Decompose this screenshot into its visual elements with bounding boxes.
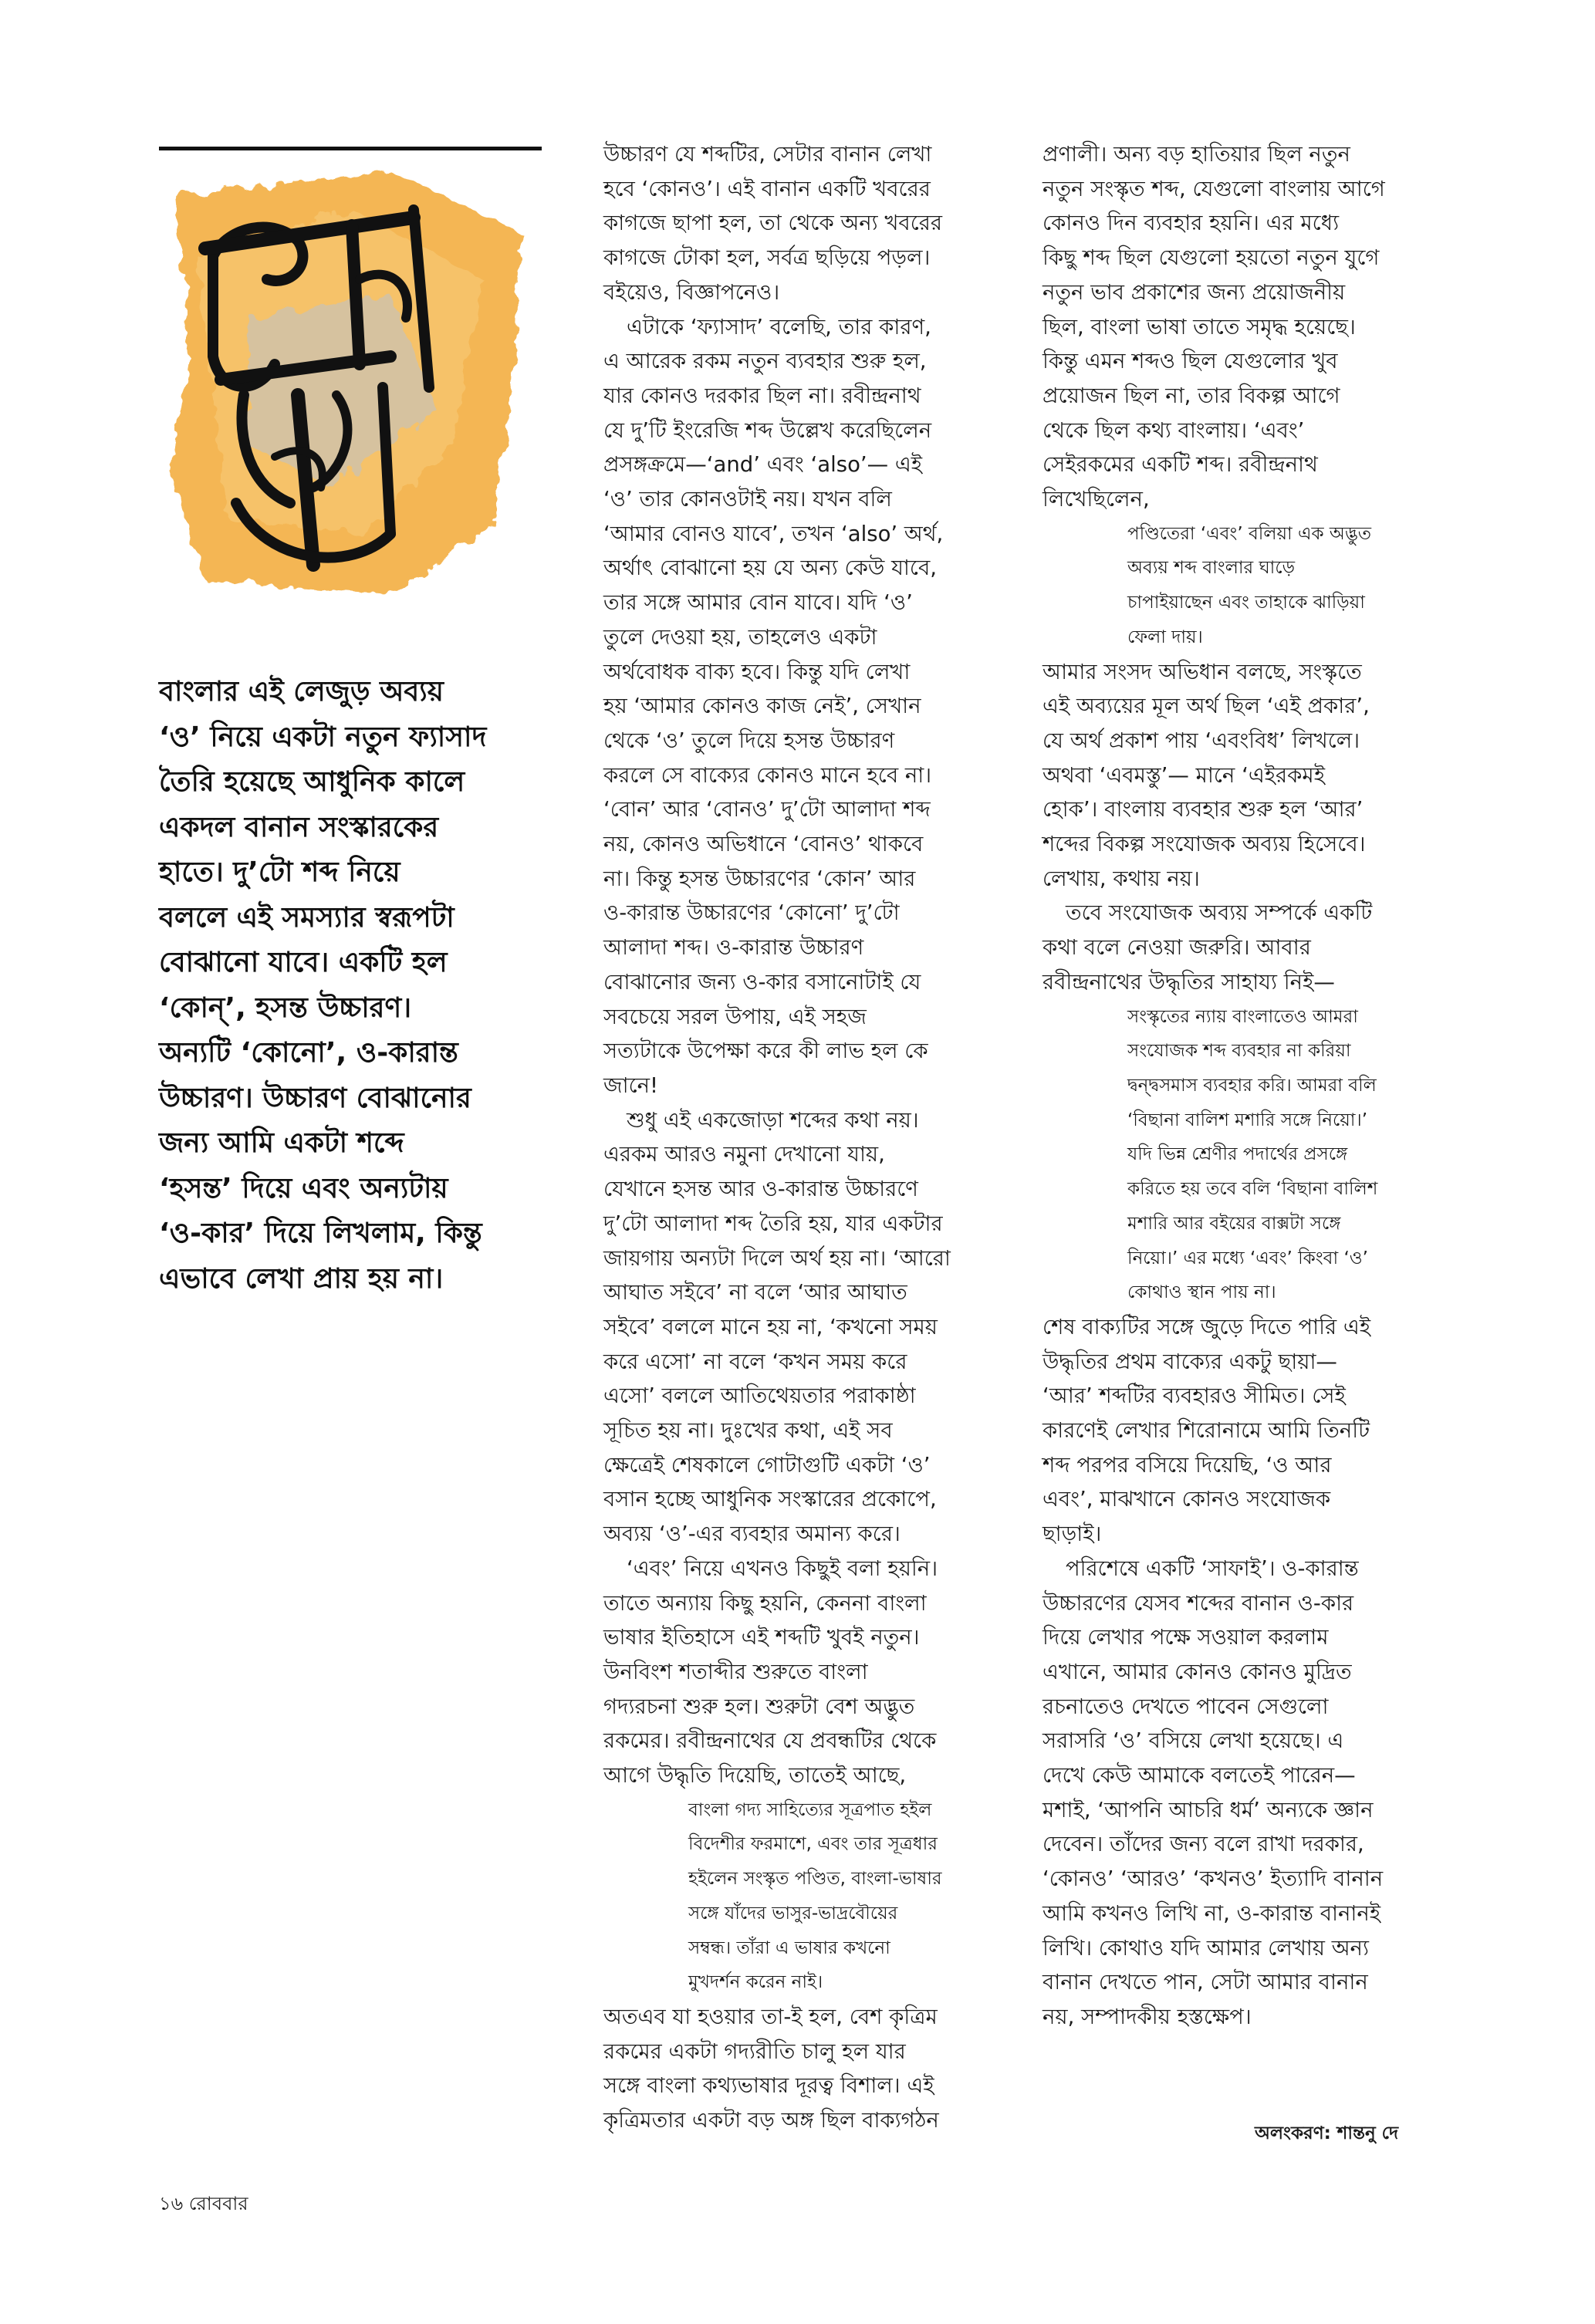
quote-line: সংযোজক শব্দ ব্যবহার না করিয়া	[1127, 1041, 1351, 1062]
body-line: হয় ‘আমার কোনও কাজ নেই’, সেখান	[603, 694, 921, 719]
body-line: নতুন ভাব প্রকাশের জন্য প্রয়োজনীয়	[1042, 279, 1346, 305]
body-line: দু’টো আলাদা শব্দ তৈরি হয়, যার একটার	[603, 1211, 943, 1236]
quote-line: অব্যয় শব্দ বাংলার ঘাড়ে	[1127, 558, 1295, 579]
body-line: বইয়েও, বিজ্ঞাপনেও।	[603, 279, 780, 305]
quote-line: বিদেশীর ফরমাশে, এবং তার সূত্রধার	[688, 1834, 938, 1855]
body-line: অব্যয় ‘ও’-এর ব্যবহার অমান্য করে।	[603, 1522, 901, 1547]
quote-line: যদি ভিন্ন শ্রেণীর পদার্থের প্রসঙ্গে	[1127, 1144, 1348, 1165]
quote-line: পণ্ডিতেরা ‘এবং’ বলিয়া এক অদ্ভুত	[1127, 523, 1372, 544]
body-line: কারণেই লেখার শিরোনামে আমি তিনটি	[1042, 1418, 1370, 1444]
body-line: ‘কোনও’ ‘আরও’ ‘কখনও’ ইত্যাদি বানান	[1042, 1866, 1384, 1892]
body-line: তাতে অন্যায় কিছু হয়নি, কেননা বাংলা	[603, 1590, 927, 1616]
body-line: বোঝানোর জন্য ও-কার বসানোটাই যে	[603, 969, 921, 995]
body-line: যার কোনও দরকার ছিল না। রবীন্দ্রনাথ	[603, 383, 921, 408]
body-line: নয়, সম্পাদকীয় হস্তক্ষেপ।	[1042, 2004, 1252, 2029]
body-line: ভাষার ইতিহাসে এই শব্দটি খুবই নতুন।	[603, 1625, 920, 1650]
quote-line: মশারি আর বইয়ের বাক্সটা সঙ্গে	[1127, 1213, 1341, 1234]
body-line: ‘বোন’ আর ‘বোনও’ দু’টো আলাদা শব্দ	[603, 797, 931, 823]
body-column-2	[603, 137, 997, 2138]
body-line: অর্থবোধক বাক্য হবে। কিন্তু যদি লেখা	[603, 659, 911, 684]
body-line: প্রয়োজন ছিল না, তার বিকল্প আগে	[1042, 383, 1340, 408]
body-line: যে দু’টি ইংরেজি শব্দ উল্লেখ করেছিলেন	[603, 417, 932, 443]
page-folio: ১৬ রোববার	[159, 2193, 248, 2214]
lead-paragraph	[159, 670, 545, 1302]
quote-line: সংস্কৃতের ন্যায় বাংলাতেও আমরা	[1127, 1006, 1358, 1027]
body-line: করলে সে বাক্যের কোনও মানে হবে না।	[603, 762, 932, 788]
body-line: বানান দেখতে পান, সেটা আমার বানান	[1042, 1970, 1368, 1995]
body-line: শুধু এই একজোড়া শব্দের কথা নয়।	[627, 1107, 919, 1133]
lead-line: ‘কোন্’, হসন্ত উচ্চারণ।	[159, 991, 412, 1024]
lead-line: বোঝানো যাবে। একটি হল	[159, 947, 448, 978]
body-line: কাগজে ছাপা হল, তা থেকে অন্য খবরের	[603, 211, 943, 236]
lead-line: উচ্চারণ। উচ্চারণ বোঝানোর	[159, 1082, 471, 1114]
body-line: কৃত্রিমতার একটা বড় অঙ্গ ছিল বাক্যগঠন	[603, 2108, 939, 2133]
body-line: বসান হচ্ছে আধুনিক সংস্কারের প্রকোপে,	[603, 1487, 937, 1512]
lead-line: অন্যটি ‘কোনো’, ও-কারান্ত	[159, 1037, 458, 1069]
body-line: নতুন সংস্কৃত শব্দ, যেগুলো বাংলায় আগে	[1042, 176, 1385, 201]
body-line: আমার সংসদ অভিধান বলছে, সংস্কৃতে	[1042, 659, 1362, 684]
body-line: ‘ও’ তার কোনওটাই নয়। যখন বলি	[603, 487, 892, 512]
body-line: প্রণালী। অন্য বড় হাতিয়ার ছিল নতুন	[1042, 142, 1350, 167]
quote-line: নিয়ো।’ এর মধ্যে ‘এবং’ কিংবা ‘ও’	[1127, 1248, 1368, 1268]
body-line: করে এসো’ না বলে ‘কখন সময় করে	[603, 1349, 907, 1374]
body-line: হবে ‘কোনও’। এই বানান একটি খবরের	[603, 176, 931, 201]
quote-line: বাংলা গদ্য সাহিত্যের সূত্রপাত হইল	[688, 1799, 932, 1820]
lead-line: এভাবে লেখা প্রায় হয় না।	[159, 1262, 444, 1295]
body-line: ‘এবং’ নিয়ে এখনও কিছুই বলা হয়নি।	[627, 1556, 938, 1581]
body-line: সেইরকমের একটি শব্দ। রবীন্দ্রনাথ	[1042, 452, 1318, 478]
lead-line: হাতে। দু’টো শব্দ নিয়ে	[159, 856, 400, 888]
lead-line: একদল বানান সংস্কারকের	[159, 811, 439, 843]
body-line: শেষ বাক্যটির সঙ্গে জুড়ে দিতে পারি এই	[1042, 1314, 1371, 1339]
lead-line: বললে এই সমস্যার স্বরূপটা	[159, 901, 455, 934]
quote-line: কোথাও স্থান পায় না।	[1127, 1282, 1276, 1303]
quote-line: চাপাইয়াছেন এবং তাহাকে ঝাড়িয়া	[1127, 593, 1365, 613]
quote-line: মুখদর্শন করেন নাই।	[688, 1972, 823, 1993]
calligraphy-illustration	[159, 164, 526, 603]
illustration-credit: অলংকরণ: শান্তনু দে	[1255, 2123, 1399, 2143]
body-line: আমি কখনও লিখি না, ও-কারান্ত বানানই	[1042, 1900, 1381, 1926]
body-line: রচনাতেও দেখতে পাবেন সেগুলো	[1042, 1694, 1329, 1719]
body-line: তুলে দেওয়া হয়, তাহলেও একটা	[603, 624, 877, 650]
body-line: উদ্ধৃতির প্রথম বাক্যের একটু ছায়া—	[1042, 1349, 1337, 1374]
lead-line: ‘ও’ নিয়ে একটা নতুন ফ্যাসাদ	[159, 721, 487, 753]
body-line: গদ্যরচনা শুরু হল। শুরুটা বেশ অদ্ভুত	[603, 1694, 915, 1719]
body-line: আগে উদ্ধৃতি দিয়েছি, তাতেই আছে,	[603, 1763, 907, 1789]
body-line: যে অর্থ প্রকাশ পায় ‘এবংবিধ’ লিখলে।	[1042, 728, 1360, 753]
body-line: সত্যটাকে উপেক্ষা করে কী লাভ হল কে	[603, 1039, 928, 1064]
body-line: ‘আর’ শব্দটির ব্যবহারও সীমিত। সেই	[1042, 1383, 1346, 1409]
body-line: মশাই, ‘আপনি আচরি ধর্ম’ অন্যকে জ্ঞান	[1042, 1797, 1374, 1822]
body-line: হোক’। বাংলায় ব্যবহার শুরু হল ‘আর’	[1042, 797, 1364, 823]
body-line: কোনও দিন ব্যবহার হয়নি। এর মধ্যে	[1042, 211, 1340, 236]
body-line: পরিশেষে একটি ‘সাফাই’। ও-কারান্ত	[1066, 1556, 1359, 1581]
body-line: এখানে, আমার কোনও কোনও মুদ্রিত	[1042, 1659, 1352, 1684]
body-line: দেবেন। তাঁদের জন্য বলে রাখা দরকার,	[1042, 1832, 1364, 1857]
body-line: প্রসঙ্গক্রমে—‘and’ এবং ‘also’— এই	[603, 452, 923, 478]
quote-line: সম্বন্ধ। তাঁরা এ ভাষার কখনো	[688, 1937, 890, 1958]
body-line: লেখায়, কথায় নয়।	[1042, 866, 1200, 891]
lead-line: ‘ও-কার’ দিয়ে লিখলাম, কিন্তু	[159, 1218, 482, 1249]
lead-line: বাংলার এই লেজুড় অব্যয়	[159, 676, 444, 708]
body-line: এ আরেক রকম নতুন ব্যবহার শুরু হল,	[603, 349, 927, 374]
body-line: শব্দের বিকল্প সংযোজক অব্যয় হিসেবে।	[1042, 832, 1366, 857]
body-line: থেকে ছিল কথ্য বাংলায়। ‘এবং’	[1042, 417, 1305, 443]
body-line: ‘আমার বোনও যাবে’, তখন ‘also’ অর্থ,	[603, 521, 944, 546]
body-line: ও-কারান্ত উচ্চারণের ‘কোনো’ দু’টো	[603, 900, 900, 926]
quote-line: ফেলা দায়।	[1127, 627, 1203, 647]
body-line: এরকম আরও নমুনা দেখানো যায়,	[603, 1142, 885, 1167]
body-line: অথবা ‘এবমস্তু’— মানে ‘এইরকমই	[1042, 762, 1325, 788]
quote-line: ‘বিছানা বালিশ মশারি সঙ্গে নিয়ো।’	[1127, 1110, 1368, 1130]
body-line: জানে!	[603, 1072, 659, 1098]
body-line: আঘাত সইবে’ না বলে ‘আর আঘাত	[603, 1280, 907, 1306]
body-line: জায়গায় অন্যটা দিলে অর্থ হয় না। ‘আরো	[603, 1245, 951, 1271]
body-line: এবং’, মাঝখানে কোনও সংযোজক	[1042, 1487, 1331, 1512]
body-line: তার সঙ্গে আমার বোন যাবে। যদি ‘ও’	[603, 590, 913, 616]
body-line: যেখানে হসন্ত আর ও-কারান্ত উচ্চারণে	[603, 1177, 918, 1202]
lead-line: তৈরি হয়েছে আধুনিক কালে	[159, 766, 465, 798]
body-column-3	[1042, 137, 1444, 2035]
lead-line: জন্য আমি একটা শব্দে	[159, 1127, 404, 1159]
body-line: তবে সংযোজক অব্যয় সম্পর্কে একটি	[1066, 900, 1373, 926]
body-line: কিন্তু এমন শব্দও ছিল যেগুলোর খুব	[1042, 349, 1338, 374]
body-line: উনবিংশ শতাব্দীর শুরুতে বাংলা	[603, 1659, 868, 1684]
body-line: সইবে’ বললে মানে হয় না, ‘কখনো সময়	[603, 1314, 938, 1339]
body-line: লিখি। কোথাও যদি আমার লেখায় অন্য	[1042, 1935, 1369, 1961]
body-line: সঙ্গে বাংলা কথ্যভাষার দূরত্ব বিশাল। এই	[603, 2073, 934, 2099]
body-line: রকমের। রবীন্দ্রনাথের যে প্রবন্ধটির থেকে	[603, 1728, 937, 1754]
body-line: কিছু শব্দ ছিল যেগুলো হয়তো নতুন যুগে	[1042, 245, 1380, 271]
body-line: এই অব্যয়ের মূল অর্থ ছিল ‘এই প্রকার’,	[1042, 694, 1370, 719]
top-rule	[159, 147, 542, 150]
body-line: এসো’ বললে আতিথেয়তার পরাকাষ্ঠা	[603, 1383, 916, 1409]
body-line: অতএব যা হওয়ার তা-ই হল, বেশ কৃত্রিম	[603, 2004, 938, 2029]
body-line: সরাসরি ‘ও’ বসিয়ে লেখা হয়েছে। এ	[1042, 1728, 1344, 1754]
quote-line: হইলেন সংস্কৃত পণ্ডিত, বাংলা-ভাষার	[688, 1869, 942, 1890]
body-line: ছাড়াই।	[1042, 1522, 1102, 1547]
body-line: নয়, কোনও অভিধানে ‘বোনও’ থাকবে	[603, 832, 924, 857]
body-line: কাগজে টোকা হল, সর্বত্র ছড়িয়ে পড়ল।	[603, 245, 931, 271]
body-line: রবীন্দ্রনাথের উদ্ধৃতির সাহায্য নিই—	[1042, 969, 1335, 995]
body-line: রকমের একটা গদ্যরীতি চালু হল যার	[603, 2039, 906, 2064]
body-line: কথা বলে নেওয়া জরুরি। আবার	[1042, 935, 1311, 961]
body-line: লিখেছিলেন,	[1042, 487, 1150, 512]
body-line: দেখে কেউ আমাকে বলতেই পারেন—	[1042, 1763, 1356, 1789]
quote-line: দ্বন্দ্বসমাস ব্যবহার করি। আমরা বলি	[1127, 1075, 1377, 1096]
body-line: দিয়ে লেখার পক্ষে সওয়াল করলাম	[1042, 1625, 1329, 1650]
quote-line: করিতে হয় তবে বলি ‘বিছানা বালিশ	[1127, 1179, 1378, 1200]
body-line: শব্দ পরপর বসিয়ে দিয়েছি, ‘ও আর	[1042, 1452, 1332, 1478]
body-line: উচ্চারণ যে শব্দটির, সেটার বানান লেখা	[603, 142, 932, 167]
body-line: না। কিন্তু হসন্ত উচ্চারণের ‘কোন’ আর	[603, 866, 916, 891]
body-line: এটাকে ‘ফ্যাসাদ’ বলেছি, তার কারণ,	[627, 314, 931, 339]
body-line: সূচিত হয় না। দুঃখের কথা, এই সব	[603, 1418, 893, 1444]
quote-line: সঙ্গে যাঁদের ভাসুর-ভাদ্রবৌয়ের	[688, 1903, 898, 1924]
body-line: সবচেয়ে সরল উপায়, এই সহজ	[603, 1004, 867, 1029]
body-line: ছিল, বাংলা ভাষা তাতে সমৃদ্ধ হয়েছে।	[1042, 314, 1356, 339]
lead-line: ‘হসন্ত’ দিয়ে এবং অন্যটায়	[159, 1172, 448, 1204]
body-line: আলাদা শব্দ। ও-কারান্ত উচ্চারণ	[603, 935, 864, 961]
body-line: ক্ষেত্রেই শেষকালে গোটাগুটি একটা ‘ও’	[603, 1452, 931, 1478]
body-line: থেকে ‘ও’ তুলে দিয়ে হসন্ত উচ্চারণ	[603, 728, 895, 753]
body-line: উচ্চারণের যেসব শব্দের বানান ও-কার	[1042, 1590, 1354, 1616]
body-line: অর্থাৎ বোঝানো হয় যে অন্য কেউ যাবে,	[603, 556, 937, 581]
